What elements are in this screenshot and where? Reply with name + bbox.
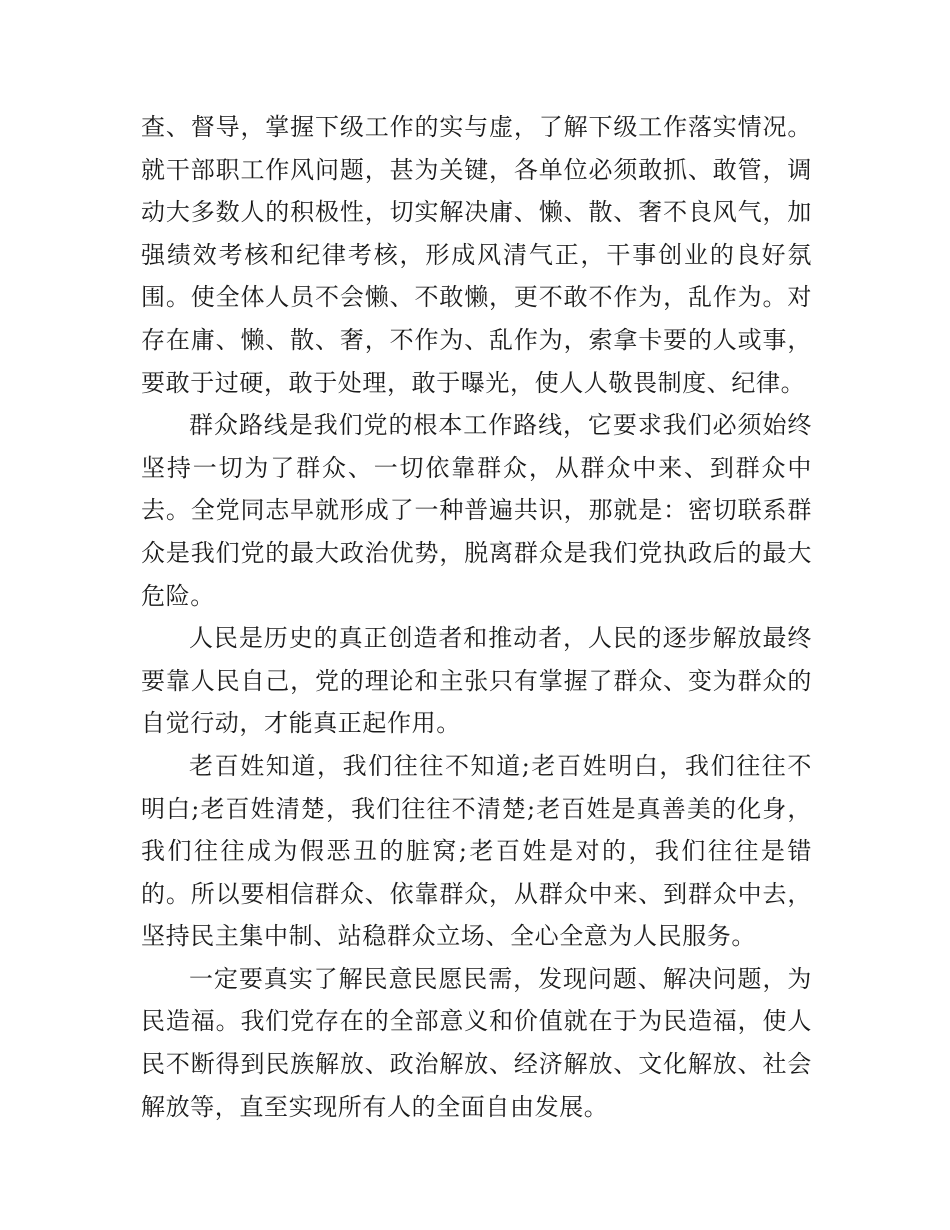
paragraph-2: 群众路线是我们党的根本工作路线，它要求我们必须始终坚持一切为了群众、一切依靠群众，从群众中来、到群众中去。全党同志早就形成了一种普遍共识，那就是：密切联系群众是我们党的最大政治优势，脱离群众是我们党执政后的最大危险。	[141, 411, 812, 610]
paragraph-3: 人民是历史的真正创造者和推动者，人民的逐步解放最终要靠人民自己，党的理论和主张只有掌握了群众、变为群众的自觉行动，才能真正起作用。	[141, 624, 812, 738]
paragraph-4: 老百姓知道，我们往往不知道;老百姓明白，我们往往不明白;老百姓清楚，我们往往不清楚;老百姓是真善美的化身，我们往往成为假恶丑的脏窝;老百姓是对的，我们往往是错的。所以要相信群众、依靠群众，从群众中来、到群众中去，坚持民主集中制、站稳群众立场、全心全意为人民服务。	[141, 751, 812, 951]
paragraph-5: 一定要真实了解民意民愿民需，发现问题、解决问题，为民造福。我们党存在的全部意义和价值就在于为民造福，使人民不断得到民族解放、政治解放、经济解放、文化解放、社会解放等，直至实现所有人的全面自由发展。	[141, 964, 812, 1121]
paragraph-1: 查、督导，掌握下级工作的实与虚，了解下级工作落实情况。就干部职工作风问题，甚为关键，各单位必须敢抓、敢管，调动大多数人的积极性，切实解决庸、懒、散、奢不良风气，加强绩效考核和纪律考核，形成风清气正，干事创业的良好氛围。使全体人员不会懒、不敢懒，更不敢不作为，乱作为。对存在庸、懒、散、奢，不作为、乱作为，索拿卡要的人或事，要敢于过硬，敢于处理，敢于曝光，使人人敬畏制度、纪律。	[141, 113, 812, 397]
